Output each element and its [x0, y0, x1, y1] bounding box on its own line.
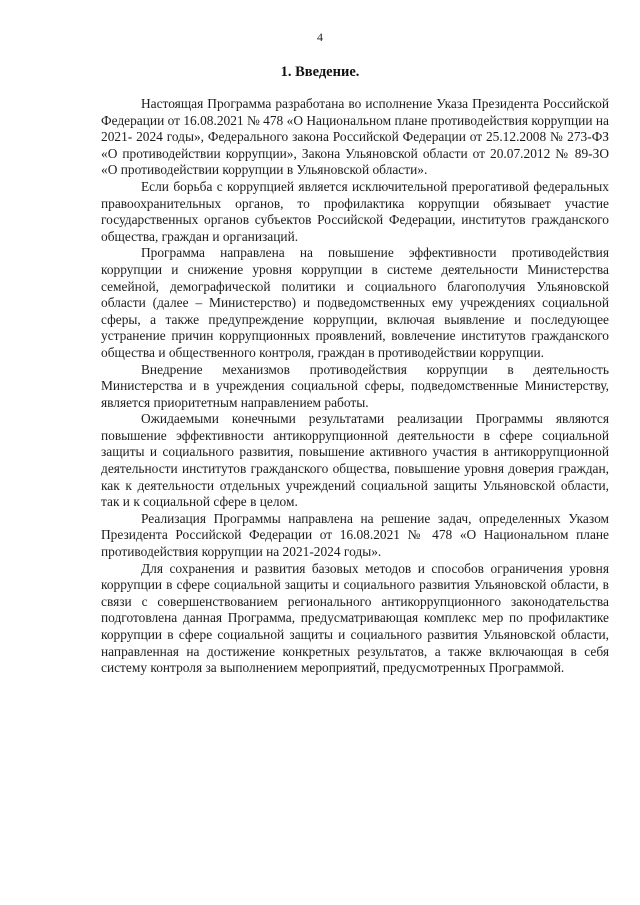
section-heading: 1. Введение.: [280, 64, 360, 80]
paragraph-5: Ожидаемыми конечными результатами реализации Программы являются повышение эффективности антикоррупционной деятельности в сфере социальной защиты и социального развития, повышение активного участия в антикоррупционной деятельности институтов гражданского общества, повышение уровня доверия граждан, как к деятельности отдельных учреждений социальной защиты Ульяновской области, так и к социальной сфере в целом.: [101, 411, 609, 510]
paragraph-6: Реализация Программы направлена на решение задач, определенных Указом Президента Российской Федерации от 16.08.2021 № 478 «О Национальном плане противодействия коррупции на 2021-2024 годы».: [101, 510, 609, 560]
paragraph-7: Для сохранения и развития базовых методов и способов ограничения уровня коррупции в сфере социальной защиты и социального развития Ульяновской области, в связи с совершенствованием регионального антикоррупционного законодательства подготовлена данная Программа, предусматривающая комплекс мер по профилактике коррупции в сфере социальной защиты и социального развития Ульяновской области, направленная на достижение конкретных результатов, а также включающая в себя систему контроля за выполнением мероприятий, предусмотренных Программой.: [101, 560, 609, 676]
paragraph-4: Внедрение механизмов противодействия коррупции в деятельность Министерства и в учреждения социальной сферы, подведомственные Министерству, является приоритетным направлением работы.: [101, 361, 609, 410]
paragraph-2: Если борьба с коррупцией является исключительной прерогативой федеральных правоохранительных органов, то профилактика коррупции обязывает участие государственных органов субъектов Российской Федерации, институтов гражданского общества, граждан и организаций.: [101, 178, 609, 244]
document-body: [101, 96, 609, 677]
paragraph-1: Настоящая Программа разработана во исполнение Указа Президента Российской Федерации от 16.08.2021 № 478 «О Национальном плане противодействия коррупции на 2021- 2024 годы», Федерального закона Российской Федерации от 25.12.2008 № 273-ФЗ «О противодействии коррупции», Закона Ульяновской области от 20.07.2012 № 89-ЗО «О противодействии коррупции в Ульяновской области».: [101, 96, 609, 178]
page-number: 4: [317, 30, 323, 44]
paragraph-3: Программа направлена на повышение эффективности противодействия коррупции и снижение уровня коррупции в системе деятельности Министерства семейной, демографической политики и социального благополучия Ульяновской области (далее – Министерство) и подведомственных ему учреждениях социальной сферы, а также предупреждение коррупции, включая выявление и последующее устранение причин коррупционных проявлений, вовлечение институтов гражданского общества и общественного контроля, граждан в противодействии коррупции.: [101, 245, 609, 360]
